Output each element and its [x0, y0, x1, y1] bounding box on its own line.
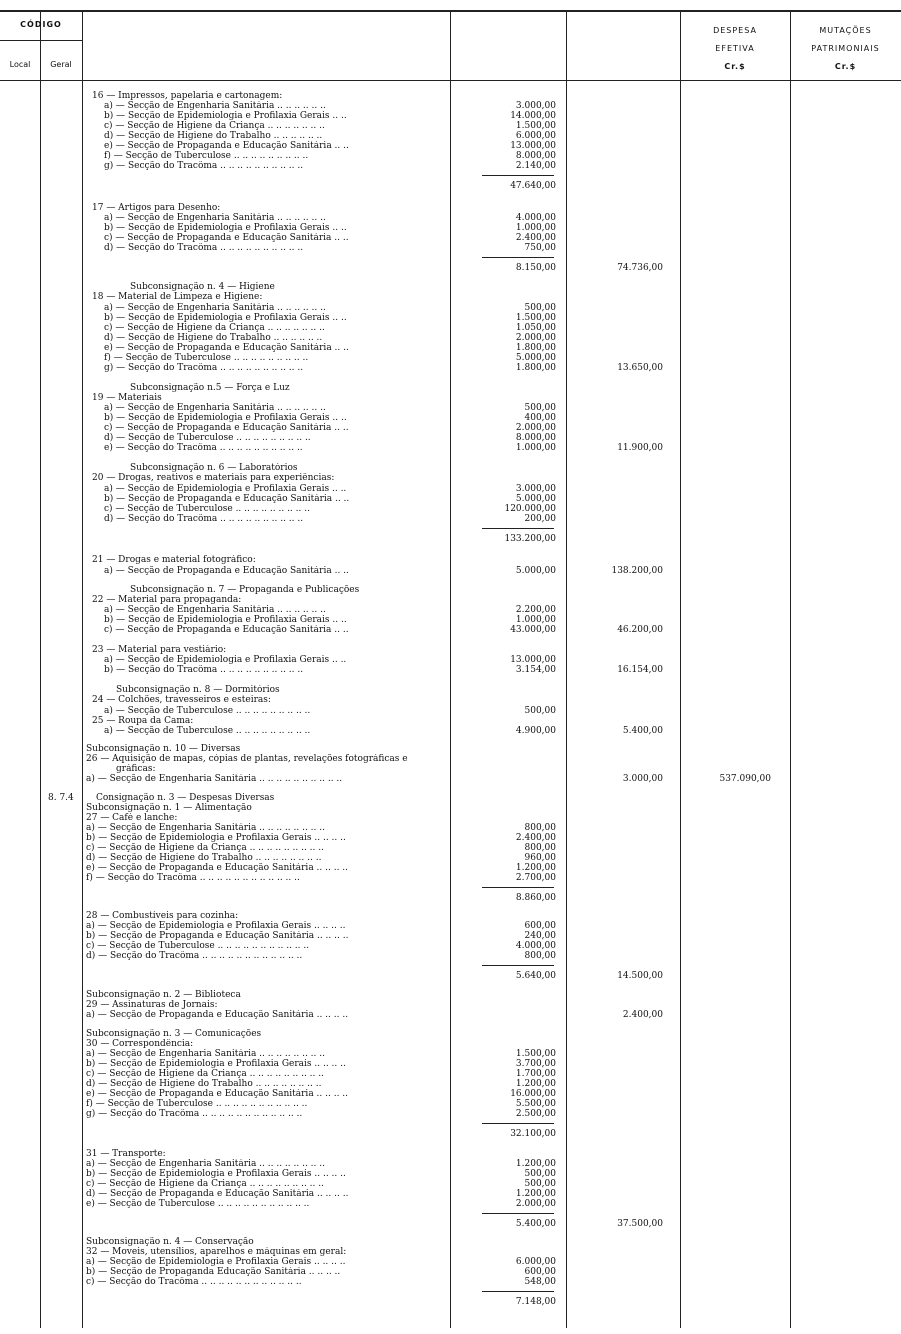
partial-amount: 7.148,00	[515, 1297, 556, 1307]
partial-amount: 960,00	[524, 853, 556, 863]
partial-amount: 5.000,00	[515, 494, 556, 504]
line-description: 22 — Material para propaganda:	[92, 595, 242, 605]
subtotal-rule	[482, 257, 554, 258]
partial-amount: 500,00	[524, 706, 556, 716]
line-description: a) — Secção de Tuberculose .. .. .. .. .. .. .. .. ..	[104, 706, 311, 716]
line-description: c) — Secção de Propaganda e Educação Sanitária .. ..	[104, 423, 349, 433]
line-description: a) — Secção de Propaganda e Educação Sanitária .. .. .. ..	[86, 1010, 349, 1020]
code-header-rule	[0, 40, 82, 41]
line-description: a) — Secção de Engenharia Sanitária .. .. .. .. .. .. .. ..	[86, 823, 325, 833]
partial-amount: 8.000,00	[515, 151, 556, 161]
partial-amount: 2.000,00	[515, 423, 556, 433]
partial-amount: 3.000,00	[515, 484, 556, 494]
partial-amount: 800,00	[524, 823, 556, 833]
line-description: b) — Secção do Tracôma .. .. .. .. .. .. .. .. .. ..	[104, 665, 304, 675]
partial-amount: 13.000,00	[510, 141, 556, 151]
subtotal-rule	[482, 1123, 554, 1124]
line-description: g) — Secção do Tracôma .. .. .. .. .. .. .. .. .. ..	[104, 161, 304, 171]
line-description: c) — Secção de Higiene da Criança .. .. .. .. .. .. ..	[104, 121, 325, 131]
line-description: c) — Secção de Propaganda e Educação Sanitária .. ..	[104, 625, 349, 635]
partial-amount: 3.154,00	[515, 665, 556, 675]
line-description: Consignação n. 3 — Despesas Diversas	[96, 793, 275, 803]
line-description: b) — Secção de Propaganda Educação Sanitária .. .. .. ..	[86, 1267, 341, 1277]
partial-amount: 2.400,00	[515, 833, 556, 843]
despesa-efetiva-amount: 537.090,00	[719, 774, 771, 784]
partial-amount: 14.000,00	[510, 111, 556, 121]
partial-amount: 3.700,00	[515, 1059, 556, 1069]
subtotal-amount: 74.736,00	[617, 263, 663, 273]
partial-amount: 1.000,00	[515, 443, 556, 453]
partial-amount: 1.200,00	[515, 1189, 556, 1199]
partial-amount: 1.200,00	[515, 1079, 556, 1089]
line-description: c) — Secção do Tracôma .. .. .. .. .. .. .. .. .. .. .. ..	[86, 1277, 302, 1287]
partial-amount: 4.000,00	[515, 213, 556, 223]
line-description: 32 — Moveis, utensílios, aparelhos e máquinas em geral:	[86, 1247, 347, 1257]
line-description: c) — Secção de Higiene da Criança .. .. .. .. .. .. .. .. ..	[86, 843, 324, 853]
partial-amount: 1.800,00	[515, 343, 556, 353]
partial-amount: 2.200,00	[515, 605, 556, 615]
subtotal-amount: 14.500,00	[617, 971, 663, 981]
line-description: d) — Secção de Higiene do Trabalho .. .. .. .. .. ..	[104, 131, 323, 141]
partial-amount: 400,00	[524, 413, 556, 423]
col-divider-total	[680, 12, 681, 1328]
partial-amount: 16.000,00	[510, 1089, 556, 1099]
line-description: b) — Secção de Epidemiologia e Profilaxia Gerais .. ..	[104, 223, 347, 233]
line-description: c) — Secção de Tuberculose .. .. .. .. .. .. .. .. ..	[104, 504, 310, 514]
mutacoes-header-line2: PATRIMONIAIS	[811, 44, 880, 53]
partial-amount: 600,00	[524, 921, 556, 931]
subtotal-amount: 3.000,00	[622, 774, 663, 784]
partial-amount: 2.700,00	[515, 873, 556, 883]
line-description: gráficas:	[116, 764, 156, 774]
partial-amount: 1.200,00	[515, 1159, 556, 1169]
partial-amount: 1.000,00	[515, 223, 556, 233]
line-description: a) — Secção de Engenharia Sanitária .. .. .. .. .. ..	[104, 101, 326, 111]
line-description: f) — Secção do Tracôma .. .. .. .. .. .. .. .. .. .. .. ..	[86, 873, 300, 883]
partial-amount: 5.640,00	[515, 971, 556, 981]
line-description: c) — Secção de Tuberculose .. .. .. .. .. .. .. .. .. .. ..	[86, 941, 310, 951]
despesa-header-line3: Cr.$	[724, 62, 746, 71]
line-description: d) — Secção de Propaganda e Educação Sanitária .. .. .. ..	[86, 1189, 349, 1199]
partial-amount: 2.000,00	[515, 1199, 556, 1209]
partial-amount: 133.200,00	[504, 534, 556, 544]
line-description: e) — Secção de Propaganda e Educação Sanitária .. .. .. ..	[86, 1089, 349, 1099]
col-divider-local	[40, 12, 41, 1328]
partial-amount: 3.000,00	[515, 101, 556, 111]
line-description: 21 — Drogas e material fotográfico:	[92, 555, 256, 565]
line-description: Subconsignação n. 2 — Biblioteca	[86, 990, 241, 1000]
line-description: e) — Secção de Propaganda e Educação Sanitária .. .. .. ..	[86, 863, 349, 873]
line-description: b) — Secção de Epidemiologia e Profilaxia Gerais .. .. .. ..	[86, 1169, 346, 1179]
line-description: 29 — Assinaturas de Jornais:	[86, 1000, 218, 1010]
partial-amount: 500,00	[524, 303, 556, 313]
line-description: 25 — Roupa da Cama:	[92, 716, 194, 726]
line-description: b) — Secção de Epidemiologia e Profilaxia Gerais .. .. .. ..	[86, 833, 346, 843]
line-description: c) — Secção de Propaganda e Educação Sanitária .. ..	[104, 233, 349, 243]
line-description: a) — Secção de Engenharia Sanitária .. .. .. .. .. .. .. ..	[86, 1159, 325, 1169]
line-description: a) — Secção de Tuberculose .. .. .. .. .. .. .. .. ..	[104, 726, 311, 736]
line-description: e) — Secção de Propaganda e Educação Sanitária .. ..	[104, 343, 349, 353]
despesa-header-line2: EFETIVA	[715, 44, 755, 53]
partial-amount: 43.000,00	[510, 625, 556, 635]
line-description: Subconsignação n. 1 — Alimentação	[86, 803, 252, 813]
partial-amount: 2.000,00	[515, 333, 556, 343]
line-description: c) — Secção de Higiene da Criança .. .. .. .. .. .. .. .. ..	[86, 1069, 324, 1079]
partial-amount: 5.000,00	[515, 566, 556, 576]
line-description: a) — Secção de Propaganda e Educação Sanitária .. ..	[104, 566, 349, 576]
line-description: Subconsignação n. 10 — Diversas	[86, 744, 241, 754]
partial-amount: 8.860,00	[515, 893, 556, 903]
partial-amount: 1.200,00	[515, 863, 556, 873]
mutacoes-header-line3: Cr.$	[834, 62, 857, 71]
subtotal-rule	[482, 175, 554, 176]
line-description: a) — Secção de Epidemiologia e Profilaxia Gerais .. ..	[104, 655, 347, 665]
subtotal-amount: 46.200,00	[617, 625, 663, 635]
subtotal-rule	[482, 965, 554, 966]
subtotal-rule	[482, 887, 554, 888]
partial-amount: 750,00	[524, 243, 556, 253]
partial-amount: 4.900,00	[515, 726, 556, 736]
line-description: d) — Secção de Higiene do Trabalho .. .. .. .. .. ..	[104, 333, 323, 343]
line-description: g) — Secção do Tracôma .. .. .. .. .. .. .. .. .. ..	[104, 363, 304, 373]
partial-amount: 200,00	[524, 514, 556, 524]
partial-amount: 2.140,00	[515, 161, 556, 171]
subtotal-rule	[482, 528, 554, 529]
partial-amount: 800,00	[524, 951, 556, 961]
subtotal-amount: 13.650,00	[617, 363, 663, 373]
partial-amount: 8.150,00	[515, 263, 556, 273]
line-description: d) — Secção de Higiene do Trabalho .. .. .. .. .. .. .. ..	[86, 1079, 322, 1089]
subtotal-amount: 16.154,00	[617, 665, 663, 675]
line-description: b) — Secção de Epidemiologia e Profilaxia Gerais .. ..	[104, 615, 347, 625]
line-description: 28 — Combustíveis para cozinha:	[86, 911, 239, 921]
line-description: b) — Secção de Epidemiologia e Profilaxia Gerais .. ..	[104, 313, 347, 323]
line-description: f) — Secção de Tuberculose .. .. .. .. .. .. .. .. ..	[104, 353, 309, 363]
codigo-header: CÓDIGO	[20, 20, 62, 29]
line-description: a) — Secção de Engenharia Sanitária .. .. .. .. .. .. .. .. .. ..	[86, 774, 343, 784]
partial-amount: 5.000,00	[515, 353, 556, 363]
line-description: 27 — Café e lanche:	[86, 813, 178, 823]
line-description: 31 — Transporte:	[86, 1149, 166, 1159]
partial-amount: 500,00	[524, 1169, 556, 1179]
line-description: f) — Secção de Tuberculose .. .. .. .. .. .. .. .. .. .. ..	[86, 1099, 308, 1109]
subtotal-amount: 11.900,00	[617, 443, 663, 453]
partial-amount: 600,00	[524, 1267, 556, 1277]
line-description: 17 — Artigos para Desenho:	[92, 203, 221, 213]
partial-amount: 2.500,00	[515, 1109, 556, 1119]
col-divider-parcial	[566, 12, 567, 1328]
partial-amount: 4.000,00	[515, 941, 556, 951]
line-description: e) — Secção de Tuberculose .. .. .. .. .. .. .. .. .. .. ..	[86, 1199, 310, 1209]
line-description: 24 — Colchões, travesseiros e esteiras:	[92, 695, 271, 705]
partial-amount: 500,00	[524, 1179, 556, 1189]
line-description: b) — Secção de Epidemiologia e Profilaxia Gerais .. .. .. ..	[86, 1059, 346, 1069]
partial-amount: 120.000,00	[504, 504, 556, 514]
subtotal-amount: 5.400,00	[622, 726, 663, 736]
partial-amount: 8.000,00	[515, 433, 556, 443]
line-description: e) — Secção de Propaganda e Educação Sanitária .. ..	[104, 141, 349, 151]
despesa-header-line1: DESPESA	[713, 26, 757, 35]
partial-amount: 1.050,00	[515, 323, 556, 333]
line-description: g) — Secção do Tracôma .. .. .. .. .. .. .. .. .. .. .. ..	[86, 1109, 303, 1119]
line-description: Subconsignação n. 7 — Propaganda e Publicações	[130, 585, 360, 595]
line-description: a) — Secção de Epidemiologia e Profilaxia Gerais .. .. .. ..	[86, 921, 346, 931]
line-description: e) — Secção do Tracôma .. .. .. .. .. .. .. .. .. ..	[104, 443, 303, 453]
line-description: Subconsignação n. 8 — Dormitórios	[116, 685, 280, 695]
line-description: d) — Secção do Tracôma .. .. .. .. .. .. .. .. .. ..	[104, 243, 304, 253]
line-description: 30 — Correspondência:	[86, 1039, 194, 1049]
partial-amount: 2.400,00	[515, 233, 556, 243]
mutacoes-header	[790, 22, 901, 76]
line-description: b) — Secção de Epidemiologia e Profilaxia Gerais .. ..	[104, 413, 347, 423]
line-description: b) — Secção de Epidemiologia e Profilaxia Gerais .. ..	[104, 111, 347, 121]
line-description: Subconsignação n. 4 — Higiene	[130, 282, 275, 292]
partial-amount: 6.000,00	[515, 131, 556, 141]
line-description: 16 — Impressos, papelaria e cartonagem:	[92, 91, 283, 101]
partial-amount: 1.700,00	[515, 1069, 556, 1079]
line-description: 20 — Drogas, reativos e materiais para experiências:	[92, 473, 335, 483]
col-divider-desc	[450, 12, 451, 1328]
partial-amount: 32.100,00	[510, 1129, 556, 1139]
line-description: b) — Secção de Propaganda e Educação Sanitária .. .. .. ..	[86, 931, 349, 941]
line-description: a) — Secção de Engenharia Sanitária .. .. .. .. .. ..	[104, 213, 326, 223]
partial-amount: 1.000,00	[515, 615, 556, 625]
line-description: c) — Secção de Higiene da Criança .. .. .. .. .. .. .. .. ..	[86, 1179, 324, 1189]
line-description: Subconsignação n. 4 — Conservação	[86, 1237, 254, 1247]
col-divider-despesa	[790, 12, 791, 1328]
line-description: 18 — Material de Limpeza e Higiene:	[92, 292, 263, 302]
line-description: a) — Secção de Engenharia Sanitária .. .. .. .. .. ..	[104, 403, 326, 413]
partial-amount: 1.800,00	[515, 363, 556, 373]
line-description: d) — Secção de Tuberculose .. .. .. .. .. .. .. .. ..	[104, 433, 311, 443]
line-description: a) — Secção de Engenharia Sanitária .. .. .. .. .. ..	[104, 303, 326, 313]
partial-amount: 1.500,00	[515, 1049, 556, 1059]
line-description: Subconsignação n. 6 — Laboratórios	[130, 463, 298, 473]
line-description: c) — Secção de Higiene da Criança .. .. .. .. .. .. ..	[104, 323, 325, 333]
line-description: a) — Secção de Engenharia Sanitária .. .. .. .. .. ..	[104, 605, 326, 615]
col-divider-geral	[82, 12, 83, 1328]
local-header: Local	[9, 60, 31, 69]
partial-amount: 240,00	[524, 931, 556, 941]
partial-amount: 1.500,00	[515, 313, 556, 323]
partial-amount: 13.000,00	[510, 655, 556, 665]
partial-amount: 5.400,00	[515, 1219, 556, 1229]
geral-code: 8. 7.4	[48, 793, 74, 803]
line-description: d) — Secção do Tracôma .. .. .. .. .. .. .. .. .. .. .. ..	[86, 951, 303, 961]
geral-header: Geral	[50, 60, 72, 69]
partial-amount: 500,00	[524, 403, 556, 413]
mutacoes-header-line1: MUTAÇÕES	[819, 26, 872, 35]
line-description: d) — Secção de Higiene do Trabalho .. .. .. .. .. .. .. ..	[86, 853, 322, 863]
subtotal-rule	[482, 1291, 554, 1292]
line-description: f) — Secção de Tuberculose .. .. .. .. .. .. .. .. ..	[104, 151, 309, 161]
partial-amount: 5.500,00	[515, 1099, 556, 1109]
partial-amount: 1.500,00	[515, 121, 556, 131]
line-description: Subconsignação n. 3 — Comunicações	[86, 1029, 262, 1039]
line-description: a) — Secção de Epidemiologia e Profilaxia Gerais .. ..	[104, 484, 347, 494]
line-description: 26 — Aquisição de mapas, cópias de plantas, revelações fotográficas e	[86, 754, 408, 764]
line-description: d) — Secção do Tracôma .. .. .. .. .. .. .. .. .. ..	[104, 514, 304, 524]
subtotal-amount: 138.200,00	[611, 566, 663, 576]
partial-amount: 47.640,00	[510, 181, 556, 191]
subtotal-rule	[482, 1213, 554, 1214]
subtotal-amount: 37.500,00	[617, 1219, 663, 1229]
line-description: a) — Secção de Engenharia Sanitária .. .. .. .. .. .. .. ..	[86, 1049, 325, 1059]
line-description: 23 — Material para vestiário:	[92, 645, 227, 655]
partial-amount: 800,00	[524, 843, 556, 853]
line-description: Subconsignação n.5 — Força e Luz	[130, 383, 290, 393]
line-description: b) — Secção de Propaganda e Educação Sanitária .. ..	[104, 494, 350, 504]
line-description: a) — Secção de Epidemiologia e Profilaxia Gerais .. .. .. ..	[86, 1257, 346, 1267]
subtotal-amount: 2.400,00	[622, 1010, 663, 1020]
partial-amount: 6.000,00	[515, 1257, 556, 1267]
line-description: 19 — Materiais	[92, 393, 162, 403]
despesa-header	[680, 22, 790, 76]
partial-amount: 548,00	[524, 1277, 556, 1287]
